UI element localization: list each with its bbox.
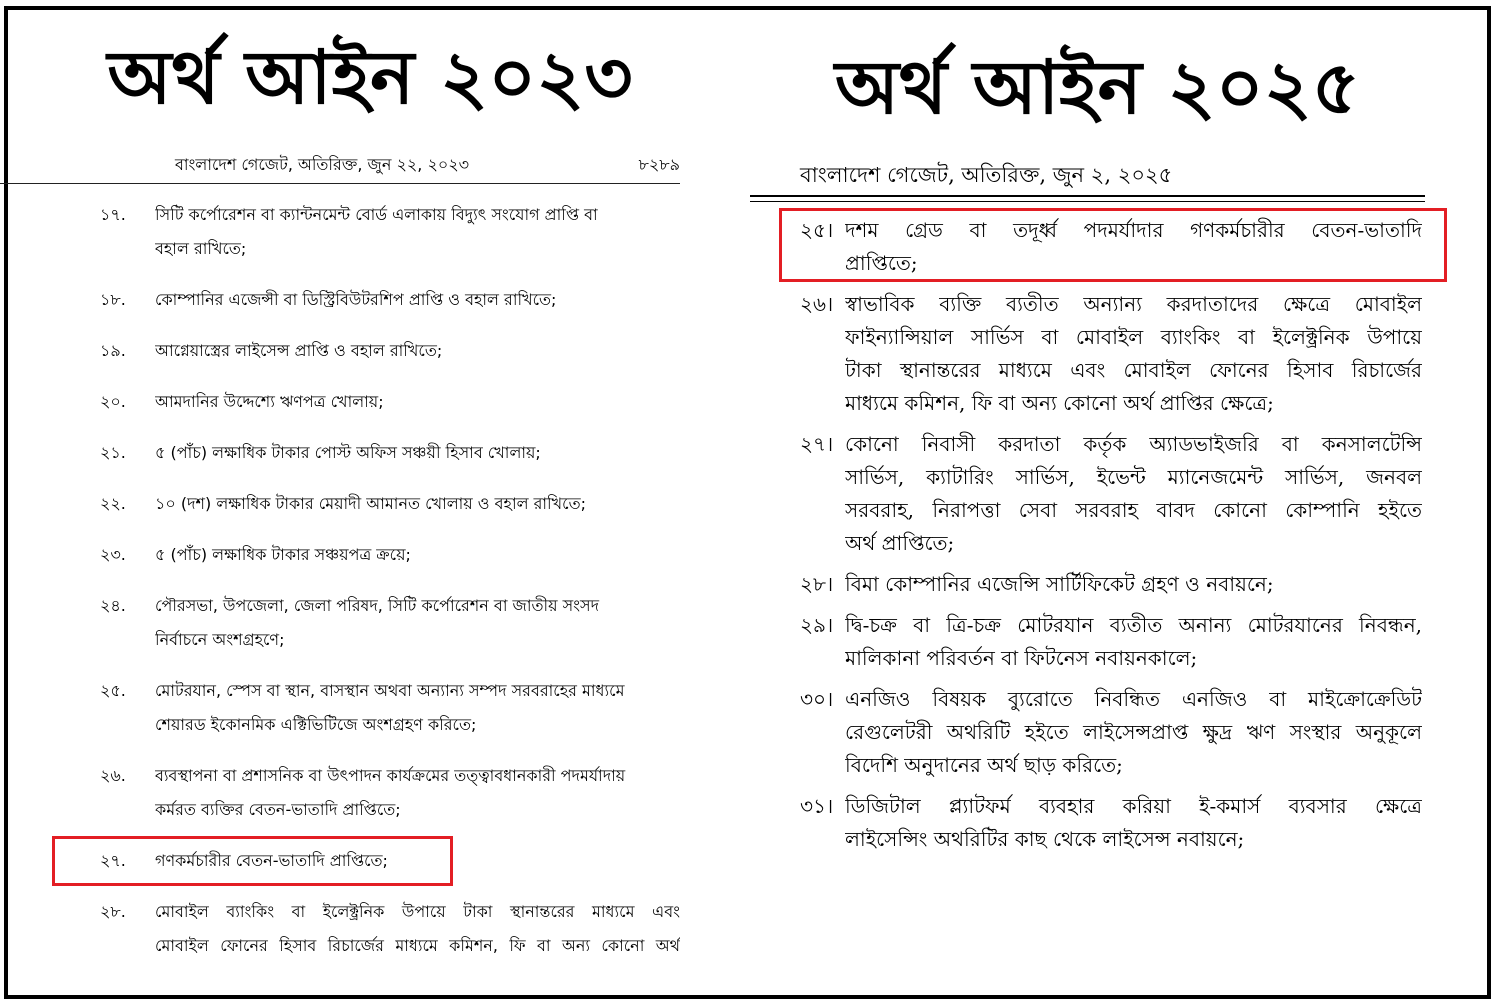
item-number: ২৬. [100, 766, 126, 785]
list-item [800, 609, 1422, 675]
item-number: ২৭। [800, 432, 834, 456]
list-item [100, 283, 680, 317]
item-line: পৌরসভা, উপজেলা, জেলা পরিষদ, সিটি কর্পোরেশন বা জাতীয় সংসদ [155, 596, 600, 615]
list-item [800, 790, 1422, 856]
item-text [155, 385, 680, 419]
item-line: দশম গ্রেড বা তদূর্ধ্ব পদমর্যাদার গণকর্মচারীর বেতন-ভাতাদি [845, 218, 1422, 242]
list-item [800, 568, 1422, 601]
list-item [800, 288, 1422, 420]
item-text [845, 214, 1422, 280]
item-number: ২০. [100, 392, 126, 411]
gazette-header-2023: বাংলাদেশ গেজেট, অতিরিক্ত, জুন ২২, ২০২৩ [175, 155, 470, 174]
list-item [100, 759, 680, 827]
item-line: স্বাভাবিক ব্যক্তি ব্যতীত অন্যান্য করদাতাদের ক্ষেত্রে মোবাইল [845, 292, 1422, 316]
item-text [845, 568, 1422, 601]
list-item [100, 436, 680, 470]
item-line: সিটি কর্পোরেশন বা ক্যান্টনমেন্ট বোর্ড এলাকায় বিদ্যুৎ সংযোগ প্রাপ্তি বা [155, 205, 598, 224]
item-number: ২১. [100, 443, 126, 462]
item-line: ১০ (দশ) লক্ষাধিক টাকার মেয়াদী আমানত খোলায় ও বহাল রাখিতে; [155, 494, 586, 513]
item-line: কর্মরত ব্যক্তির বেতন-ভাতাদি প্রাপ্তিতে; [155, 800, 401, 819]
page-number-2023: ৮২৮৯ [638, 155, 680, 174]
list-item-highlighted [800, 214, 1422, 280]
item-line: টাকা স্থানান্তরের মাধ্যমে এবং মোবাইল ফোনের হিসাব রিচার্জের [845, 358, 1422, 382]
title-2025: অর্থ আইন ২০২৫ [835, 45, 1360, 131]
item-number: ২২. [100, 494, 126, 513]
item-text [845, 288, 1422, 420]
clause-list-2025 [800, 214, 1422, 864]
item-line: আগ্নেয়াস্ত্রের লাইসেন্স প্রাপ্তি ও বহাল রাখিতে; [155, 341, 443, 360]
clause-list-2023 [100, 198, 680, 980]
list-item-highlighted [100, 844, 680, 878]
list-item [100, 487, 680, 521]
list-item [100, 674, 680, 742]
list-item [100, 334, 680, 368]
item-number: ৩০। [800, 687, 834, 711]
list-item [100, 538, 680, 572]
list-item [800, 683, 1422, 782]
list-item [100, 198, 680, 266]
item-line: ডিজিটাল প্ল্যাটফর্ম ব্যবহার করিয়া ই-কমার্স ব্যবসার ক্ষেত্রে [845, 794, 1422, 818]
item-text [155, 538, 680, 572]
item-line: এনজিও বিষয়ক ব্যুরোতে নিবন্ধিত এনজিও বা মাইক্রোক্রেডিট [845, 687, 1422, 711]
item-number: ৩১। [800, 794, 834, 818]
item-text [155, 759, 680, 827]
item-number: ২৭. [100, 851, 126, 870]
gazette-header-2025: বাংলাদেশ গেজেট, অতিরিক্ত, জুন ২, ২০২৫ [800, 163, 1173, 187]
item-text [845, 790, 1422, 856]
item-line: ৫ (পাঁচ) লক্ষাধিক টাকার পোস্ট অফিস সঞ্চয়ী হিসাব খোলায়; [155, 443, 541, 462]
item-number: ২৫. [100, 681, 126, 700]
item-line: গণকর্মচারীর বেতন-ভাতাদি প্রাপ্তিতে; [155, 851, 388, 870]
item-text [155, 844, 680, 878]
item-text [845, 609, 1422, 675]
item-number: ১৭. [100, 205, 126, 224]
item-number: ১৯. [100, 341, 126, 360]
header-rule-2023 [0, 183, 680, 184]
item-number: ২৩. [100, 545, 126, 564]
item-line: মাধ্যমে কমিশন, ফি বা অন্য কোনো অর্থ প্রাপ্তির ক্ষেত্রে; [845, 391, 1274, 415]
item-line: আমদানির উদ্দেশ্যে ঋণপত্র খোলায়; [155, 392, 384, 411]
item-line: ব্যবস্থাপনা বা প্রশাসনিক বা উৎপাদন কার্যক্রমের তত্ত্বাবধানকারী পদমর্যাদায় [155, 766, 626, 785]
item-line: রেগুলেটরী অথরিটি হইতে লাইসেন্সপ্রাপ্ত ক্ষুদ্র ঋণ সংস্থার অনুকূলে [845, 720, 1422, 744]
header-double-rule-2025 [750, 195, 1425, 202]
item-line: সার্ভিস, ক্যাটারিং সার্ভিস, ইভেন্ট ম্যানেজমেন্ট সার্ভিস, জনবল [845, 465, 1422, 489]
item-text [155, 198, 680, 266]
list-item [100, 385, 680, 419]
item-text [845, 428, 1422, 560]
item-line: কোম্পানির এজেন্সী বা ডিস্ট্রিবিউটরশিপ প্রাপ্তি ও বহাল রাখিতে; [155, 290, 557, 309]
title-2023: অর্থ আইন ২০২৩ [107, 35, 633, 121]
item-number: ২৮। [800, 572, 834, 596]
list-item [800, 428, 1422, 560]
item-number: ২৮. [100, 902, 126, 921]
item-line: ৫ (পাঁচ) লক্ষাধিক টাকার সঞ্চয়পত্র ক্রয়ে; [155, 545, 411, 564]
item-line: শেয়ারড ইকোনমিক এক্টিভিটিজে অংশগ্রহণ করিতে; [155, 715, 477, 734]
item-line: দ্বি-চক্র বা ত্রি-চক্র মোটরযান ব্যতীত অনান্য মোটরযানের নিবন্ধন, [845, 613, 1422, 637]
item-line: মোবাইল ব্যাংকিং বা ইলেক্ট্রনিক উপায়ে টাকা স্থানান্তরের মাধ্যমে এবং [155, 902, 680, 921]
item-line: মোটরযান, স্পেস বা স্থান, বাসস্থান অথবা অন্যান্য সম্পদ সরবরাহের মাধ্যমে [155, 681, 625, 700]
item-line: বিমা কোম্পানির এজেন্সি সার্টিফিকেট গ্রহণ ও নবায়নে; [845, 572, 1274, 596]
item-text [155, 487, 680, 521]
item-line: কোনো নিবাসী করদাতা কর্তৃক অ্যাডভাইজরি বা কনসালটেন্সি [845, 432, 1422, 456]
item-text [155, 674, 680, 742]
item-line: অর্থ প্রাপ্তিতে; [845, 531, 955, 555]
item-text [155, 589, 680, 657]
item-line: বহাল রাখিতে; [155, 239, 247, 258]
item-number: ২৯। [800, 613, 834, 637]
item-number: ২৫। [800, 218, 834, 242]
item-number: ২৬। [800, 292, 834, 316]
item-text [155, 436, 680, 470]
item-line: মোবাইল ফোনের হিসাব রিচার্জের মাধ্যমে কমিশন, ফি বা অন্য কোনো অর্থ [155, 936, 680, 955]
list-item [100, 589, 680, 657]
item-text [155, 334, 680, 368]
item-text [155, 895, 680, 963]
item-line: মালিকানা পরিবর্তন বা ফিটনেস নবায়নকালে; [845, 646, 1198, 670]
list-item [100, 895, 680, 963]
item-line: সরবরাহ, নিরাপত্তা সেবা সরবরাহ বাবদ কোনো কোম্পানি হইতে [845, 498, 1422, 522]
item-text [155, 283, 680, 317]
item-line: ফাইন্যান্সিয়াল সার্ভিস বা মোবাইল ব্যাংকিং বা ইলেক্ট্রনিক উপায়ে [845, 325, 1422, 349]
item-line: লাইসেন্সিং অথরিটির কাছ থেকে লাইসেন্স নবায়নে; [845, 827, 1245, 851]
item-text [845, 683, 1422, 782]
item-line: বিদেশি অনুদানের অর্থ ছাড় করিতে; [845, 753, 1123, 777]
item-line: নির্বাচনে অংশগ্রহণে; [155, 630, 285, 649]
item-number: ১৮. [100, 290, 126, 309]
item-line: প্রাপ্তিতে; [845, 251, 918, 275]
item-number: ২৪. [100, 596, 126, 615]
